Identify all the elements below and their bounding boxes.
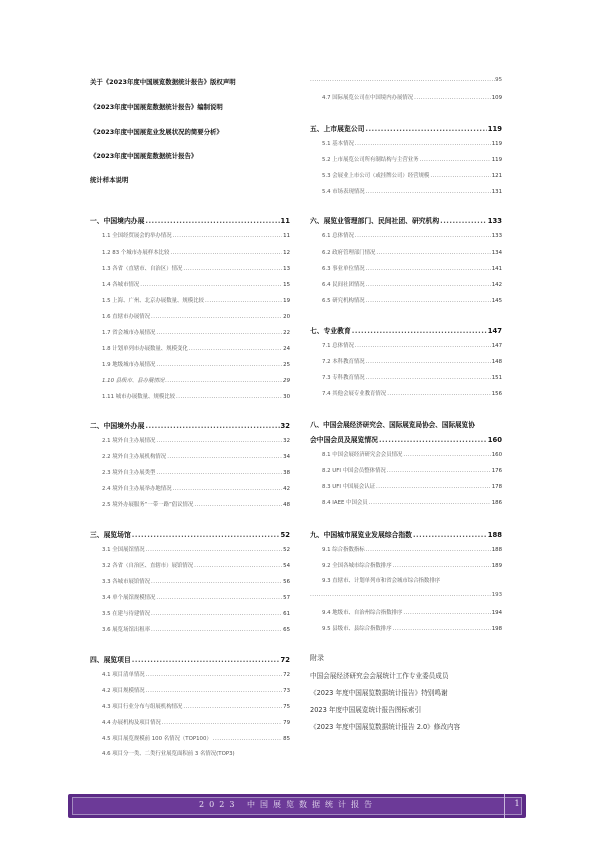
intro-sample-notes[interactable]: 统计样本说明 (90, 176, 129, 184)
toc-item[interactable]: 2.1 境外自主办展情况 ..... 32 (90, 436, 290, 444)
toc-item[interactable]: 1.4 各城市情况 ..... 15 (90, 280, 290, 288)
toc-item[interactable]: 1.2 83 个城市办展样本比较 ..... 12 (90, 248, 290, 256)
intro-brief-analysis[interactable]: 《2023年度中国展览业发展状况的简要分析》 (90, 128, 223, 136)
intro-copyright-statement[interactable]: 关于《2023年度中国展览数据统计报告》版权声明 (90, 78, 236, 86)
toc-item[interactable]: 5.3 会展业上市公司（或挂牌公司）经营规模 ..... 121 (310, 171, 502, 179)
intro-compilation-notes[interactable]: 《2023年度中国展览数据统计报告》编制说明 (90, 103, 223, 111)
toc-item[interactable]: 3.5 在建与待建情况 ..... 61 (90, 609, 290, 617)
toc-item[interactable]: 3.6 展览场馆出租率 ..... 65 (90, 625, 290, 633)
footer-title: 2023 中国展览数据统计报告 (199, 800, 377, 809)
toc-item[interactable]: 5.4 市场表现情况 ..... 131 (310, 187, 502, 195)
toc-section-3[interactable]: 三、展览场馆 ..... 52 (90, 529, 290, 539)
toc-item[interactable]: 8.1 中国会展经济研究会会员情况 ..... 160 (310, 450, 502, 458)
toc-item[interactable]: 1.8 计划单列市办展数量、规模变化 ..... 24 (90, 344, 290, 352)
toc-item[interactable]: 3.4 单个展馆规模情况 ..... 57 (90, 593, 290, 601)
toc-left-column (90, 0, 290, 790)
toc-item[interactable]: 4.3 项目行业分布与组展机构情况 ..... 75 (90, 702, 290, 710)
toc-item[interactable]: 4.1 项目清单情况 ..... 72 (90, 670, 290, 678)
toc-section-8-line1[interactable]: 八、中国会展经济研究会、国际展览局协会、国际展览协 (310, 421, 475, 429)
toc-item[interactable]: 8.3 UFI 中国展会认证 ..... 178 (310, 482, 502, 490)
toc-item[interactable]: 1.10 县级市、县办展情况 ..... 29 (90, 376, 290, 384)
appendix-item[interactable]: 中国会展经济研究会会展统计工作专业委员成员 (310, 672, 449, 680)
intro-report[interactable]: 《2023年度中国展览数据统计报告》 (90, 152, 198, 160)
toc-item[interactable]: 4.5 项目展览规模前 100 名情况（TOP100） ..... 85 (90, 734, 290, 742)
appendix-heading[interactable]: 附录 (310, 654, 324, 662)
toc-section-5[interactable]: 五、上市展览公司 ..... 119 (310, 123, 502, 133)
toc-item[interactable]: 1.11 城市办展数量、规模比较 ..... 30 (90, 392, 290, 400)
toc-item[interactable]: 6.4 民间社团情况 ..... 142 (310, 280, 502, 288)
toc-item[interactable]: 5.2 上市展览公司所有制结构与主营业务 ..... 119 (310, 155, 502, 163)
toc-right-column (310, 0, 502, 790)
appendix-item[interactable]: 《2023 年度中国展览数据统计报告》特别鸣谢 (310, 689, 448, 697)
toc-item-9-3-page[interactable]: ..... 193 (310, 592, 502, 598)
toc-item[interactable]: 8.4 IAEE 中国会员 ..... 186 (310, 498, 502, 506)
toc-section-9[interactable]: 九、中国城市展览业发展综合指数 ..... 188 (310, 529, 502, 539)
toc-item[interactable]: 4.2 项目规模情况 ..... 73 (90, 686, 290, 694)
toc-item-4-6[interactable]: 4.6 项目分一类、二类行业展览面积前 3 名情况(TOP3) (102, 751, 235, 757)
toc-item[interactable]: 7.3 专科教育情况 ..... 151 (310, 373, 502, 381)
toc-item[interactable]: 9.4 地级市、自治州综合指数排序 ..... 194 (310, 608, 502, 616)
toc-item[interactable]: 5.1 基本情况 ..... 119 (310, 139, 502, 147)
toc-item[interactable]: 6.3 事业单位情况 ..... 141 (310, 264, 502, 272)
toc-item[interactable]: 7.2 本科教育情况 ..... 148 (310, 357, 502, 365)
toc-item[interactable]: 1.9 地级城市办展情况 ..... 25 (90, 360, 290, 368)
toc-item[interactable]: 6.1 总体情况 ..... 133 (310, 231, 502, 239)
footer-band (68, 794, 526, 818)
toc-item[interactable]: 7.1 总体情况 ..... 147 (310, 341, 502, 349)
toc-item[interactable]: 9.1 综合指数指标 ..... 188 (310, 545, 502, 553)
toc-section-8[interactable]: 会中国会员及展览情况 ..... 160 (310, 434, 502, 444)
toc-item[interactable]: 3.3 各城市展馆情况 ..... 56 (90, 577, 290, 585)
toc-item[interactable]: 6.2 政府管理部门情况 ..... 134 (310, 248, 502, 256)
appendix-item[interactable]: 《2023 年度中国展览数据统计报告 2.0》修改内容 (310, 723, 461, 731)
toc-item[interactable]: 1.3 各省（直辖市、自治区）情况 ..... 13 (90, 264, 290, 272)
toc-item[interactable]: 1.5 上海、广州、北京办展数量、规模比较 ..... 19 (90, 296, 290, 304)
toc-item[interactable]: 1.1 全国经贸展会的举办情况 ..... 11 (90, 231, 290, 239)
toc-item[interactable]: 3.1 全国展馆情况 ..... 52 (90, 545, 290, 553)
toc-section-4[interactable]: 四、展览项目 ..... 72 (90, 654, 290, 664)
toc-continued-line[interactable]: ..... 95 (310, 77, 502, 83)
page-number: 1 (514, 799, 520, 808)
toc-item[interactable]: 4.4 办展机构及项目情况 ..... 79 (90, 718, 290, 726)
appendix-item[interactable]: 2023 年度中国展览统计报告图标索引 (310, 706, 422, 714)
toc-item[interactable]: 1.7 省会城市办展情况 ..... 22 (90, 328, 290, 336)
toc-item[interactable]: 3.2 各省（自治区、直辖市）展馆情况 ..... 54 (90, 561, 290, 569)
toc-item[interactable]: 6.5 研究机构情况 ..... 145 (310, 296, 502, 304)
toc-item[interactable]: 2.2 境外自主办展机构情况 ..... 34 (90, 452, 290, 460)
toc-item[interactable]: 8.2 UFI 中国会员整体情况 ..... 176 (310, 466, 502, 474)
toc-item[interactable]: 7.4 其他会展专业教育情况 ..... 156 (310, 389, 502, 397)
toc-item[interactable]: 2.3 境外自主办展类型 ..... 38 (90, 468, 290, 476)
toc-item-9-3[interactable]: 9.3 直辖市、计划单列市和省会城市综合指数排序 (322, 578, 441, 584)
toc-item[interactable]: 2.4 境外自主办展举办地情况 ..... 42 (90, 484, 290, 492)
toc-item[interactable]: 2.5 境外办展服务“一带一路”倡议情况 ..... 48 (90, 500, 290, 508)
toc-item[interactable]: 4.7 国际展览公司在中国境内办展情况 ..... 109 (310, 93, 502, 101)
toc-item[interactable]: 9.5 县级市、县综合指数排序 ..... 198 (310, 624, 502, 632)
toc-item[interactable]: 9.2 全国各城市综合指数排序 ..... 189 (310, 561, 502, 569)
toc-item[interactable]: 1.6 直辖市办展情况 ..... 20 (90, 312, 290, 320)
toc-section-7[interactable]: 七、专业教育 ..... 147 (310, 325, 502, 335)
toc-section-6[interactable]: 六、展览业管理部门、民间社团、研究机构 ..... 133 (310, 215, 502, 225)
toc-section-2[interactable]: 二、中国境外办展 ..... 32 (90, 420, 290, 430)
toc-section-1[interactable]: 一、中国境内办展 ..... 11 (90, 215, 290, 225)
